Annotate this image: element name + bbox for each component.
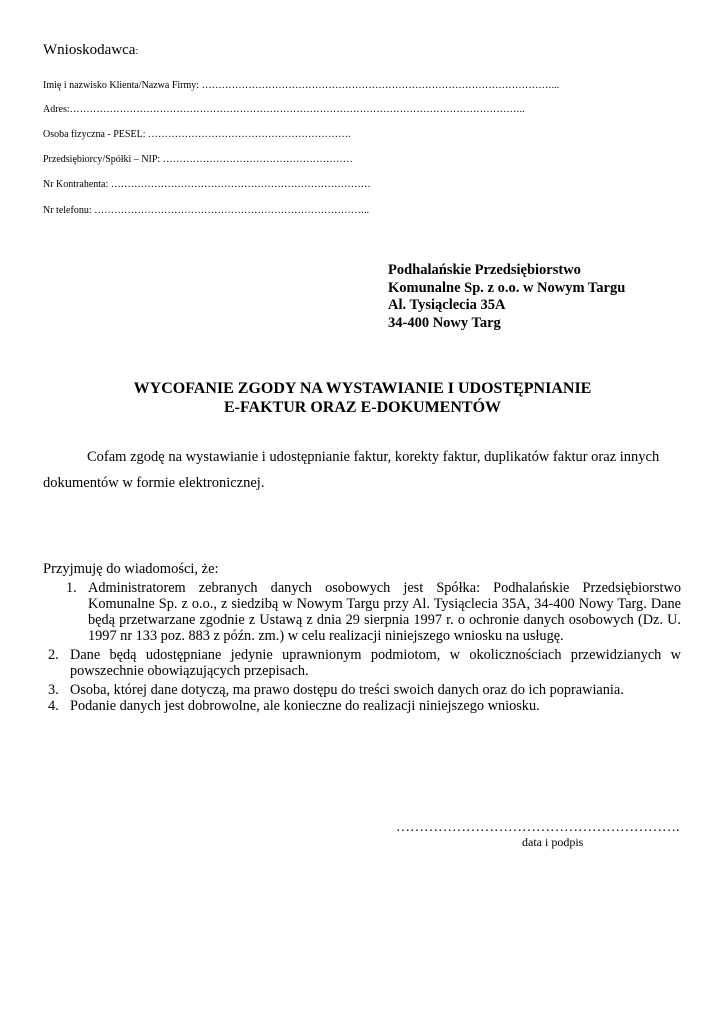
field-nip[interactable]: Przedsiębiorcy/Spółki – NIP: ………………………………………………… — [43, 154, 353, 165]
field-contractor-number[interactable]: Nr Kontrahenta: …………………………………………………………………… — [43, 179, 371, 190]
heading-line: WYCOFANIE ZGODY NA WYSTAWIANIE I UDOSTĘPNIANIE — [133, 380, 592, 397]
list-item — [48, 698, 690, 714]
applicant-colon: : — [135, 46, 139, 57]
signature-label: data i podpis — [522, 835, 584, 849]
applicant-label: Wnioskodawca — [43, 42, 136, 58]
field-address[interactable]: Adres:……………………………………………………………………………………………………………………….. — [43, 104, 525, 115]
list-item-number: 4. — [48, 698, 59, 714]
list-item — [48, 682, 690, 698]
list-item-text: Osoba, której dane dotyczą, ma prawo dostępu do treści swoich danych oraz do ich poprawiania. — [70, 682, 624, 698]
field-client-name[interactable]: Imię i nazwisko Klienta/Nazwa Firmy: ……………………………………………………………………………………………... — [43, 80, 560, 91]
field-pesel[interactable]: Osoba fizyczna - PESEL: ……………………………………………………. — [43, 129, 351, 140]
field-phone[interactable]: Nr telefonu: ……………………………………………………………………….. — [43, 205, 370, 216]
statement-line: dokumentów w formie elektronicznej. — [43, 475, 265, 491]
list-item — [66, 580, 681, 644]
list-item-number: 1. — [66, 580, 77, 596]
list-item — [48, 647, 681, 679]
recipient-line: Podhalańskie Przedsiębiorstwo — [388, 262, 581, 278]
recipient-line: Al. Tysiąclecia 35A — [388, 297, 506, 313]
list-item-number: 2. — [48, 647, 59, 663]
heading-line: E-FAKTUR ORAZ E-DOKUMENTÓW — [223, 399, 502, 416]
statement-text: Cofam zgodę na wystawianie i udostępnianie faktur, korekty faktur, duplikatów faktur oraz innych — [87, 449, 660, 465]
applicant-title — [43, 42, 138, 59]
list-item-number: 3. — [48, 682, 59, 698]
list-item-text: Podanie danych jest dobrowolne, ale konieczne do realizacji niniejszego wniosku. — [70, 698, 540, 714]
document-heading — [0, 379, 725, 417]
recipient-address — [388, 262, 625, 332]
statement-line — [43, 449, 683, 466]
recipient-line: Komunalne Sp. z o.o. w Nowym Targu — [388, 279, 626, 296]
recipient-line: 34-400 Nowy Targ — [388, 314, 501, 331]
notice-intro: Przyjmuję do wiadomości, że: — [43, 561, 219, 577]
signature-line[interactable]: ……………………………………………………. — [396, 820, 680, 835]
list-item-text: Administratorem zebranych danych osobowych jest Spółka: Podhalańskie Przedsiębiorstwo Komunalne Sp. z o.o., z siedzibą w Nowym Targu przy Al. Tysiąclecia 35A, 34-400 Nowy Targ. Dane będą przetwarzane zgodnie z Ustawą z dnia 29 sierpnia 1997 r. o ochronie danych osobowych (Dz. U. 1997 nr 133 poz. 883 z późn. zm.) w celu realizacji niniejszego wniosku na usługę. — [88, 580, 681, 644]
list-item-text: Dane będą udostępniane jedynie uprawnionym podmiotom, w okolicznościach przewidzianych w powszechnie obowiązujących przepisach. — [70, 647, 681, 679]
